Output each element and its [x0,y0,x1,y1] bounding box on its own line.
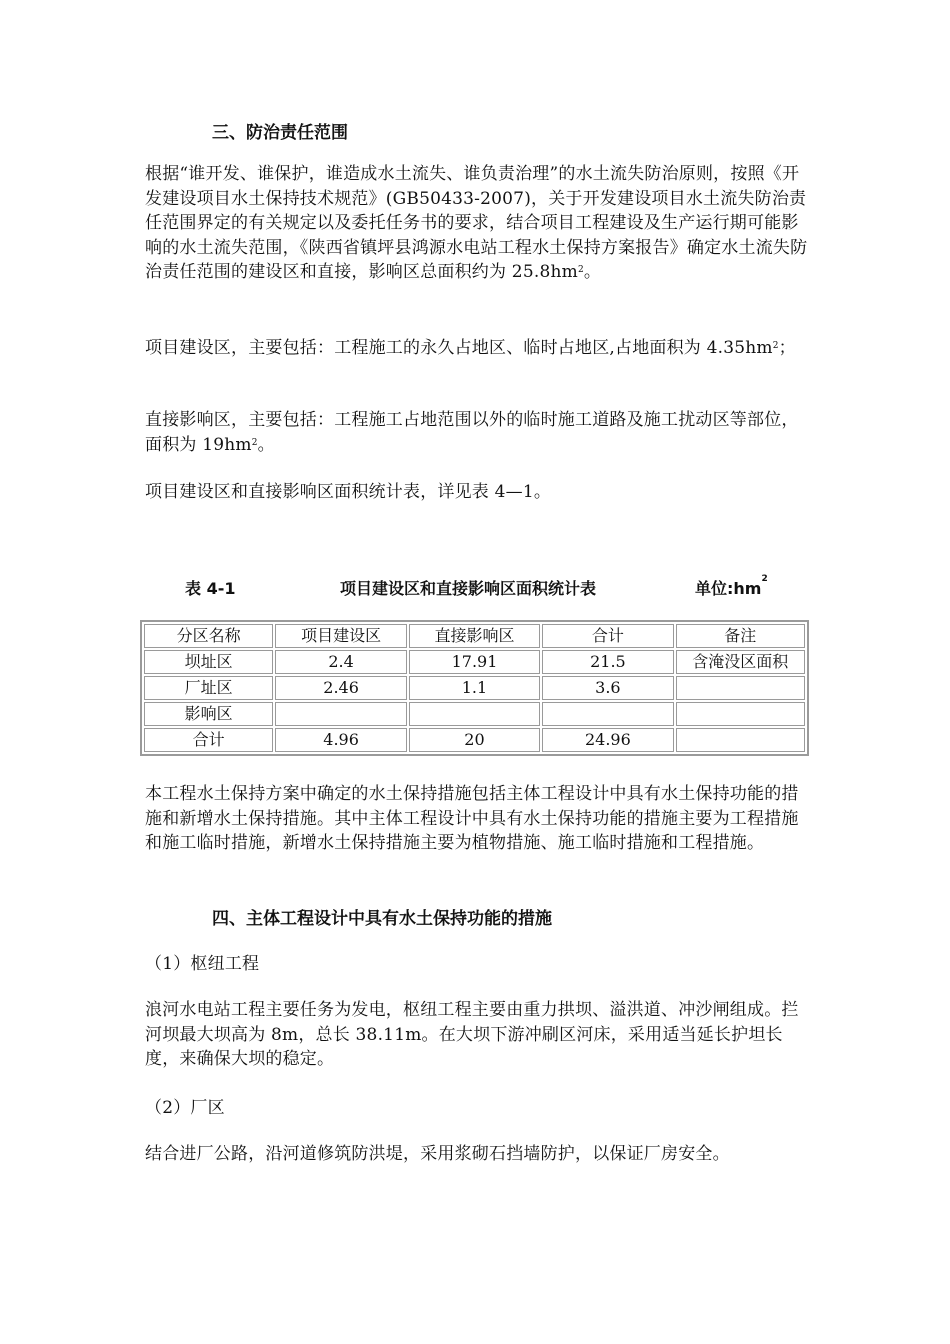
table-title: 项目建设区和直接影响区面积统计表 [340,579,597,598]
area-statistics-table [140,620,809,756]
table-header-cell: 备注 [676,624,805,648]
table-cell [542,702,673,726]
table-cell: 坝址区 [144,650,273,674]
table-cell [676,702,805,726]
table-header-cell: 项目建设区 [275,624,406,648]
subheading-hub-project: （1）枢纽工程 [145,954,260,974]
table-unit: 单位$:hm^2$ [695,574,768,598]
table-cell [275,702,406,726]
paragraph-construction-area: 项目建设区，主要包括：工程施工的永久占地区、临时占地区,占地面积为 $4.35hm^2$； [145,338,796,358]
table-header-cell: 分区名称 [144,624,273,648]
table-cell [409,702,540,726]
table-cell: 21.5 [542,650,673,674]
table-cell: 3.6 [542,676,673,700]
section-3-heading: 三、防治责任范围 [212,123,348,143]
table-row [144,728,805,752]
table-cell: 影响区 [144,702,273,726]
paragraph-plant-area: 结合进厂公路，沿河道修筑防洪堤，采用浆砌石挡墙防护，以保证厂房安全。 [145,1144,730,1164]
paragraph-direct-impact-area: 直接影响区，主要包括：工程施工占地范围以外的临时施工道路及施工扰动区等部位，面积为 $19hm^2$。 [145,410,799,455]
table-cell [676,676,805,700]
table-header-cell: 直接影响区 [409,624,540,648]
table-cell: 2.46 [275,676,406,700]
table-cell: 1.1 [409,676,540,700]
table-cell: 厂址区 [144,676,273,700]
table-cell: 4.96 [275,728,406,752]
section-4-heading: 四、主体工程设计中具有水土保持功能的措施 [212,909,552,929]
table-header-row [144,624,805,648]
table-row [144,650,805,674]
table-cell: 含淹没区面积 [676,650,805,674]
table-row [144,702,805,726]
table-cell: 20 [409,728,540,752]
table-cell: 2.4 [275,650,406,674]
paragraph-table-reference: 项目建设区和直接影响区面积统计表，详见表 4—1。 [145,482,552,502]
table-cell [676,728,805,752]
table-row [144,676,805,700]
subheading-plant-area: （2）厂区 [145,1098,225,1118]
paragraph-responsibility-scope: 根据“谁开发、谁保护，谁造成水土流失、谁负责治理”的水土流失防治原则，按照《开发建设项目水土保持技术规范》(GB50433-2007)，关于开发建设项目水土流失防治责任范围界定的有关规定以及委托任务书的要求，结合项目工程建设及生产运行期可能影响的水土流失范围，《陕西省镇坪县鸿源水电站工程水土保持方案报告》确定水土流失防治责任范围的建设区和直接，影响区总面积约为 $25.8hm^2$。 [145,164,808,282]
table-cell: 17.91 [409,650,540,674]
table-header-cell: 合计 [542,624,673,648]
table-number: 表 4-1 [185,579,236,598]
paragraph-hub-project: 浪河水电站工程主要任务为发电，枢纽工程主要由重力拱坝、溢洪道、冲沙闸组成。拦河坝最大坝高为 8m，总长 38.11m。在大坝下游冲刷区河床，采用适当延长护坦长度，来确保大坝的稳定。 [145,1000,799,1069]
paragraph-measures-overview: 本工程水土保持方案中确定的水土保持措施包括主体工程设计中具有水土保持功能的措施和新增水土保持措施。其中主体工程设计中具有水土保持功能的措施主要为工程措施和施工临时措施，新增水土保持措施主要为植物措施、施工临时措施和工程措施。 [145,784,799,853]
table-cell: 24.96 [542,728,673,752]
table-cell: 合计 [144,728,273,752]
